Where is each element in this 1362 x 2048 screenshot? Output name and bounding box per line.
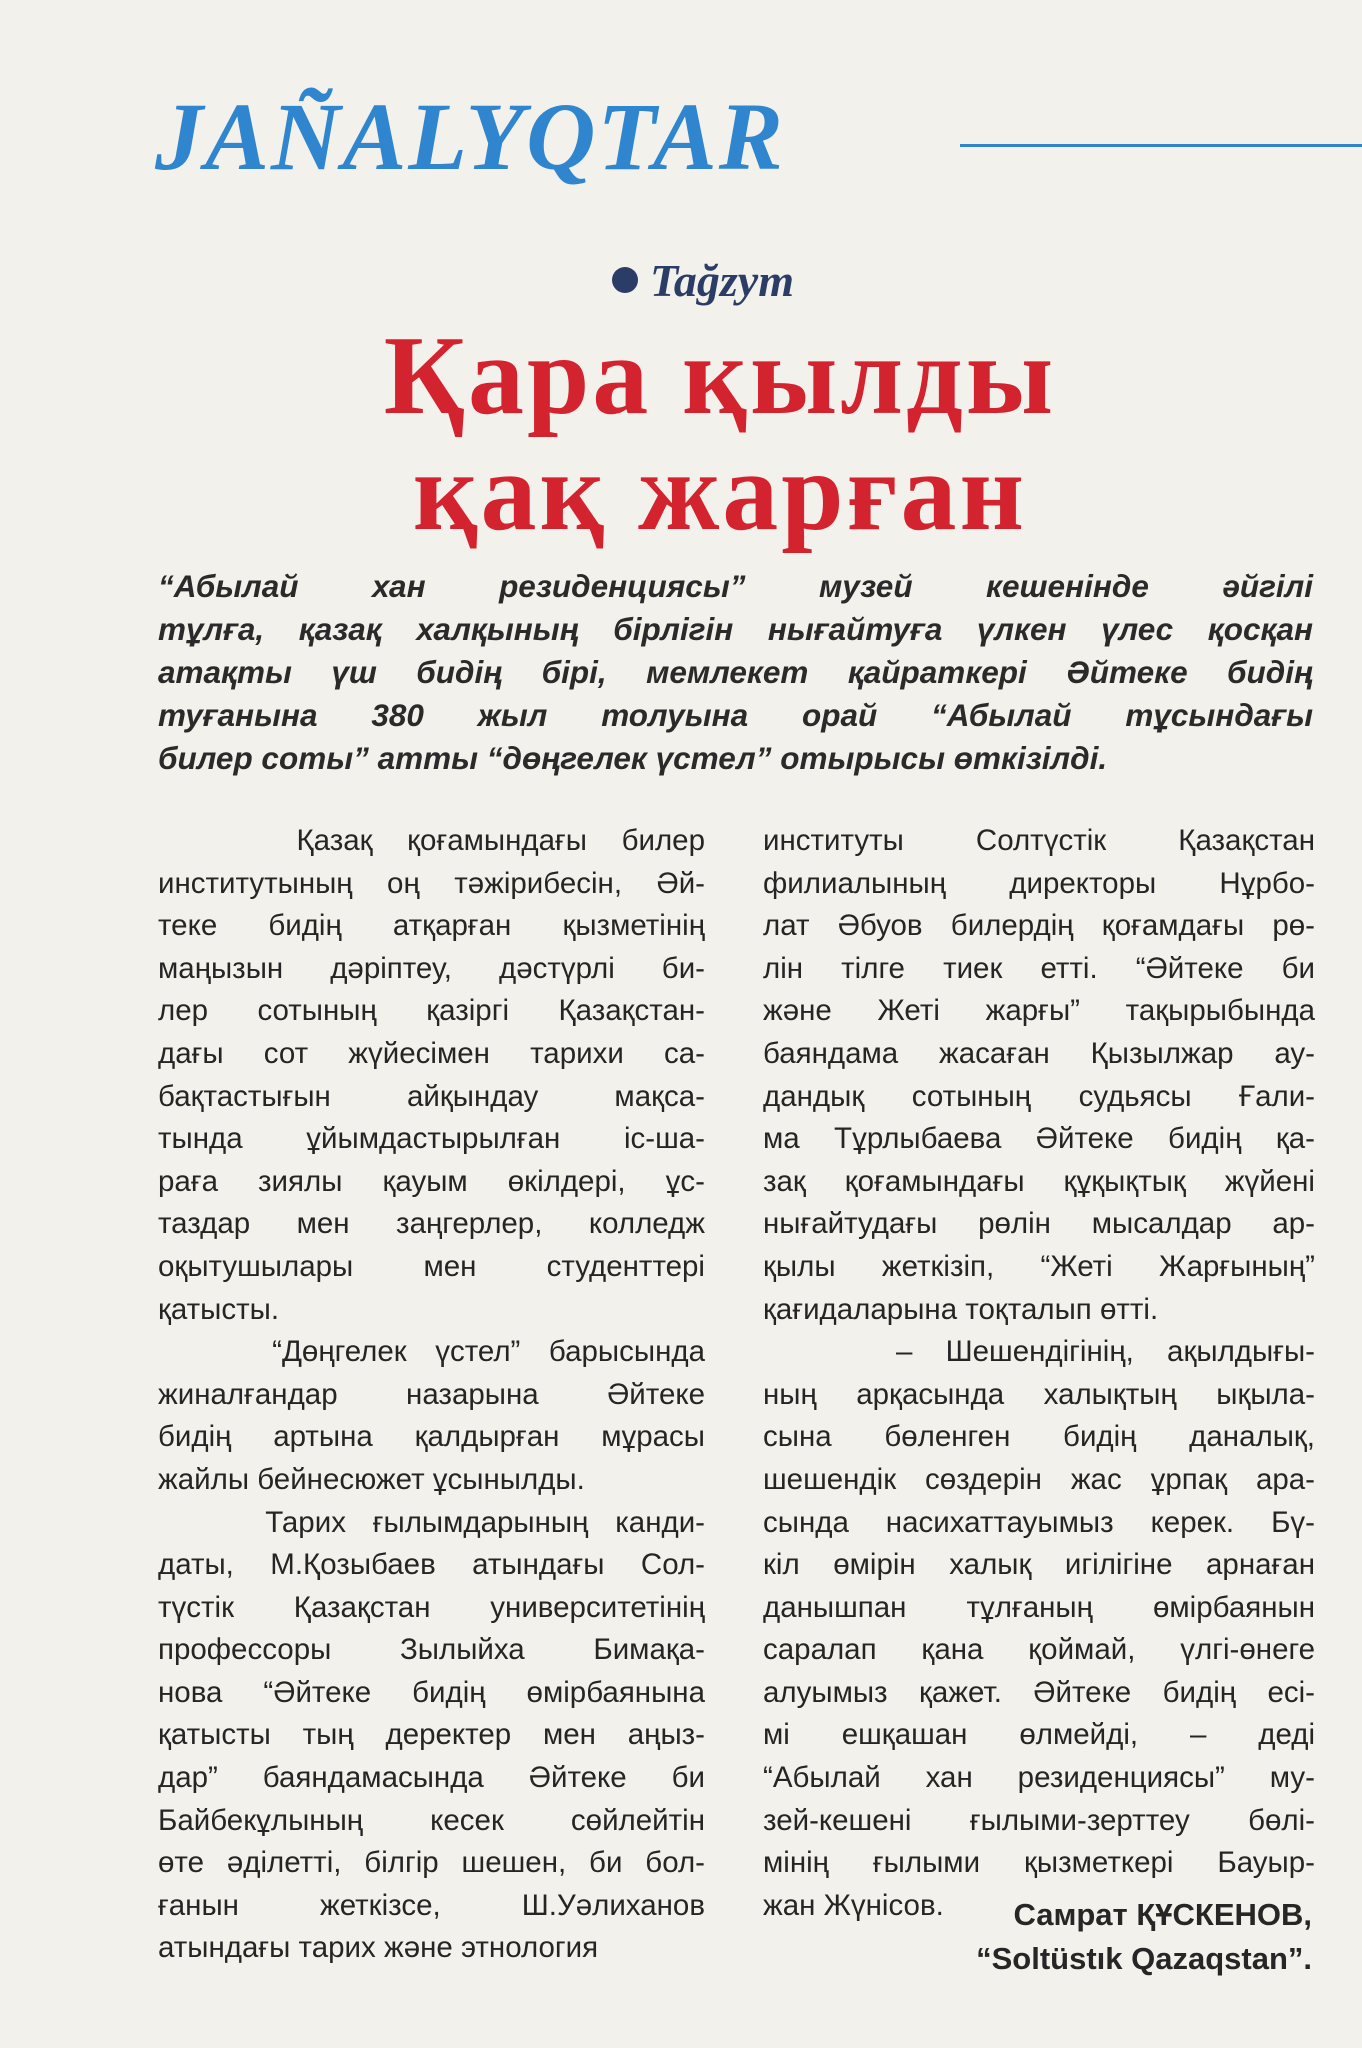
text-line: қатысты тың деректер мен аңыз-: [158, 1718, 705, 1752]
text-line: мі ешқашан өлмейді, – деді: [763, 1718, 1315, 1752]
text-line: – Шешендігінің, ақылдығы-: [763, 1335, 1315, 1369]
text-line: маңызын дәріптеу, дәстүрлі би-: [158, 951, 705, 985]
text-line: өте әділетті, білгір шешен, би бол-: [158, 1846, 705, 1880]
text-line: шешендік сөздерін жас ұрпақ ара-: [763, 1462, 1315, 1496]
text-line: мінің ғылыми қызметкері Бауыр-: [763, 1846, 1315, 1880]
text-line: қағидаларына тоқталып өтті.: [763, 1292, 1159, 1326]
section-header: [155, 82, 1362, 202]
text-line: теке бидің атқарған қызметінің: [158, 909, 705, 943]
rubric-label: Tağzym: [650, 254, 794, 306]
text-line: атақты үш бидің бірі, мемлекет қайраткері Әйтеке бидің: [158, 654, 1313, 690]
text-line: дар” баяндамасында Әйтеке би: [158, 1761, 705, 1795]
text-line: бидің артына қалдырған мұрасы: [158, 1420, 705, 1454]
article-signature: [900, 1893, 1312, 1981]
bullet-dot-icon: [612, 267, 638, 293]
headline-line-2: қақ жарған: [413, 430, 1027, 554]
text-line: таздар мен заңгерлер, колледж: [158, 1207, 705, 1241]
text-line: дандық сотының судьясы Ғали-: [763, 1079, 1315, 1113]
article-lead: [158, 565, 1313, 780]
text-line: лат Әбуов билердің қоғамдағы рө-: [763, 909, 1315, 943]
text-line: “Абылай хан резиденциясы” му-: [763, 1761, 1315, 1795]
text-line: және Жеті жарғы” тақырыбында: [763, 994, 1315, 1028]
text-line: алуымыз қажет. Әйтеке бидің есі-: [763, 1675, 1315, 1709]
text-line: лін тілге тиек етті. “Әйтеке би: [763, 951, 1315, 985]
author-name: Самрат ҚҰСКЕНОВ,: [1013, 1897, 1312, 1932]
text-line: “Абылай хан резиденциясы” музей кешенінде әйгілі: [158, 568, 1313, 604]
text-line: жайлы бейнесюжет ұсынылды.: [158, 1462, 585, 1496]
body-column-right: [763, 820, 1315, 1927]
text-line: профессоры Зылыйха Бимақа-: [158, 1633, 705, 1667]
body-column-left: [158, 820, 705, 1970]
text-line: зей-кешені ғылыми-зерттеу бөлі-: [763, 1803, 1315, 1837]
text-line: Байбекұлының кесек сөйлейтін: [158, 1803, 705, 1837]
text-line: раға зиялы қауым өкілдері, ұс-: [158, 1164, 705, 1198]
text-line: түстік Қазақстан университетінің: [158, 1590, 705, 1624]
text-line: зақ қоғамындағы құқықтық жүйені: [763, 1164, 1315, 1198]
text-line: сында насихаттауымыз керек. Бү-: [763, 1505, 1315, 1539]
text-line: филиалының директоры Нұрбо-: [763, 866, 1315, 900]
text-line: нығайтудағы рөлін мысалдар ар-: [763, 1207, 1315, 1241]
text-line: атындағы тарих және этнология: [158, 1931, 599, 1965]
text-line: баяндама жасаған Қызылжар ау-: [763, 1036, 1315, 1070]
text-line: жан Жүнісов.: [763, 1888, 944, 1922]
text-line: билер соты” атты “дөңгелек үстел” отырысы өткізілді.: [158, 740, 1108, 776]
text-line: туғанына 380 жыл толуына орай “Абылай тұсындағы: [158, 697, 1313, 733]
text-line: кіл өмірін халық игілігіне арнаған: [763, 1548, 1315, 1582]
text-line: даты, М.Қозыбаев атындағы Сол-: [158, 1548, 705, 1582]
rubric: [612, 250, 794, 310]
text-line: институтының оң тәжірибесін, Әй-: [158, 866, 705, 900]
text-line: сына бөленген бидің даналық,: [763, 1420, 1315, 1454]
headline-line-1: Қара қылды: [383, 314, 1057, 438]
text-line: нова “Әйтеке бидің өмірбаянына: [158, 1675, 705, 1709]
article-headline: [160, 314, 1280, 554]
text-line: данышпан тұлғаның өмірбаянын: [763, 1590, 1315, 1624]
text-line: бақтастығын айқындау мақса-: [158, 1079, 705, 1113]
text-line: Тарих ғылымдарының канди-: [158, 1505, 705, 1539]
text-line: жиналғандар назарына Әйтеке: [158, 1377, 705, 1411]
text-line: оқытушылары мен студенттері: [158, 1249, 705, 1283]
text-line: дағы сот жүйесімен тарихи са-: [158, 1036, 705, 1070]
text-line: тұлға, қазақ халқының бірлігін нығайтуға үлкен үлес қосқан: [158, 611, 1313, 647]
text-line: ғанын жеткізсе, Ш.Уәлиханов: [158, 1888, 705, 1922]
source-name: “Soltüstık Qazaqstan”.: [976, 1941, 1312, 1976]
text-line: институты Солтүстік Қазақстан: [763, 824, 1315, 857]
text-line: “Дөңгелек үстел” барысында: [158, 1335, 705, 1369]
text-line: лер сотының қазіргі Қазақстан-: [158, 994, 705, 1028]
text-line: тында ұйымдастырылған іс-ша-: [158, 1122, 705, 1156]
text-line: ның арқасында халықтың ықыла-: [763, 1377, 1315, 1411]
section-title: JAÑALYQTAR: [155, 83, 785, 190]
text-line: саралап қана қоймай, үлгі-өнеге: [763, 1633, 1315, 1667]
text-line: қатысты.: [158, 1292, 280, 1326]
text-line: ма Тұрлыбаева Әйтеке бидің қа-: [763, 1122, 1315, 1156]
text-line: Қазақ қоғамындағы билер: [158, 824, 705, 857]
section-rule: [960, 144, 1362, 147]
text-line: қылы жеткізіп, “Жеті Жарғының”: [763, 1249, 1315, 1283]
